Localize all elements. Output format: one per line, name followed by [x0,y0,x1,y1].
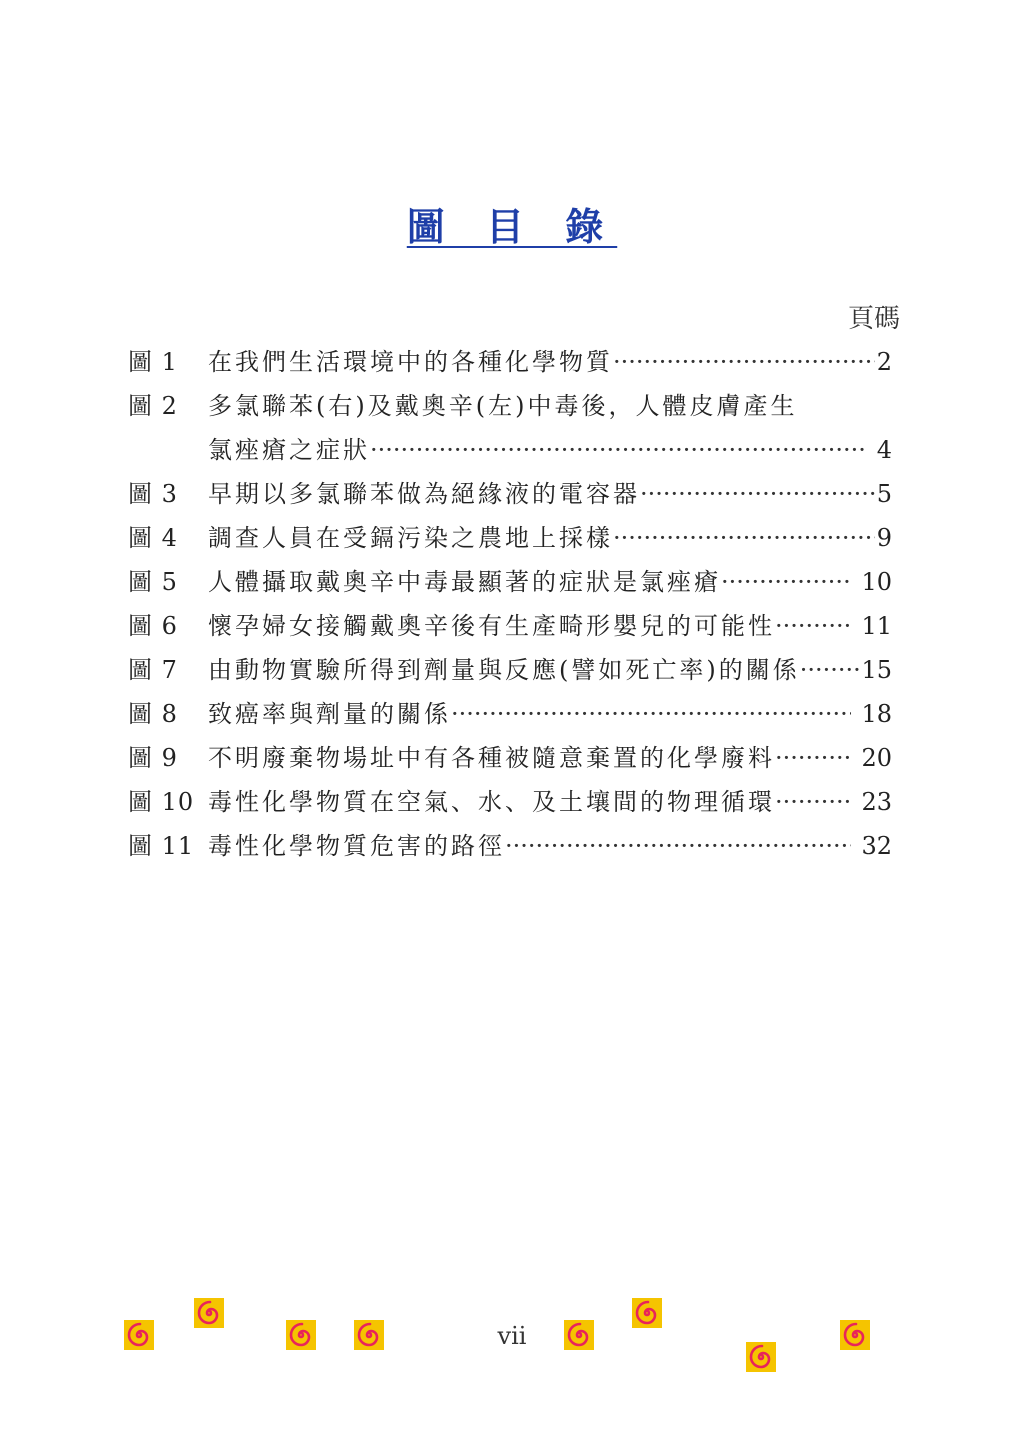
figure-caption: 由動物實驗所得到劑量與反應(譬如死亡率)的關係 [208,656,800,684]
figure-caption: 人體攝取戴奧辛中毒最顯著的症狀是氯痤瘡 [208,568,721,596]
figure-caption: 調查人員在受鎘污染之農地上採樣 [208,524,613,552]
spiral-icon [564,1320,594,1350]
toc-entry[interactable] [128,824,892,868]
dot-leader [775,736,851,780]
page-number: 32 [861,832,892,860]
page-number: 4 [876,436,892,464]
dot-leader [640,472,875,516]
figure-caption: 毒性化學物質危害的路徑 [208,832,505,860]
page-number: 10 [861,568,892,596]
page-number: 15 [861,656,892,684]
spiral-icon [746,1342,776,1372]
figure-caption: 在我們生活環境中的各種化學物質 [208,348,613,376]
page-number: 20 [861,744,892,772]
page-number: 11 [861,612,892,640]
toc-entry[interactable] [128,472,892,516]
spiral-icon [840,1320,870,1350]
toc-entry[interactable] [128,692,892,736]
dot-leader [613,340,875,384]
toc-entry[interactable] [128,384,892,472]
spiral-icon [194,1298,224,1328]
figure-toc-list [128,340,892,868]
dot-leader [775,604,851,648]
spiral-icon [286,1320,316,1350]
spiral-icon [354,1320,384,1350]
figure-caption: 致癌率與劑量的關係 [208,700,451,728]
page-title: 圖 目 錄 [406,205,618,249]
dot-leader [775,780,851,824]
figure-number: 圖 3 [128,480,178,508]
figure-number: 圖 1 [128,348,178,376]
toc-entry[interactable] [128,516,892,560]
figure-caption: 不明廢棄物場址中有各種被隨意棄置的化學廢料 [208,744,775,772]
figure-number: 圖 9 [128,744,178,772]
figure-number: 圖 5 [128,568,178,596]
dot-leader [721,560,851,604]
page-number: 23 [861,788,892,816]
toc-entry[interactable] [128,736,892,780]
figure-number: 圖 7 [128,656,178,684]
toc-entry[interactable] [128,340,892,384]
figure-caption: 懷孕婦女接觸戴奧辛後有生產畸形嬰兒的可能性 [208,612,775,640]
toc-entry[interactable] [128,560,892,604]
figure-number: 圖 11 [128,832,195,860]
dot-leader [800,648,860,692]
page-number: 2 [876,348,892,376]
page-number: 18 [861,700,892,728]
figure-caption: 多氯聯苯(右)及戴奧辛(左)中毒後，人體皮膚產生 [208,392,798,420]
dot-leader [613,516,875,560]
figure-caption: 毒性化學物質在空氣、水、及土壤間的物理循環 [208,788,775,816]
footer-page-number: vii [497,1322,527,1350]
figure-number: 圖 8 [128,700,178,728]
figure-number: 圖 6 [128,612,178,640]
figure-number: 圖 4 [128,524,178,552]
figure-number: 圖 2 [128,392,178,420]
figure-caption-continued: 氯痤瘡之症狀 [208,436,370,464]
page-column-header: 頁碼 [847,304,900,334]
figure-caption: 早期以多氯聯苯做為絕緣液的電容器 [208,480,640,508]
toc-entry[interactable] [128,604,892,648]
dot-leader [451,692,851,736]
page-number: 5 [876,480,892,508]
spiral-icon [632,1298,662,1328]
dot-leader [505,824,851,868]
dot-leader [370,428,867,472]
page-number: 9 [876,524,892,552]
toc-entry[interactable] [128,780,892,824]
spiral-icon [124,1320,154,1350]
figure-number: 圖 10 [128,788,195,816]
toc-entry[interactable] [128,648,892,692]
